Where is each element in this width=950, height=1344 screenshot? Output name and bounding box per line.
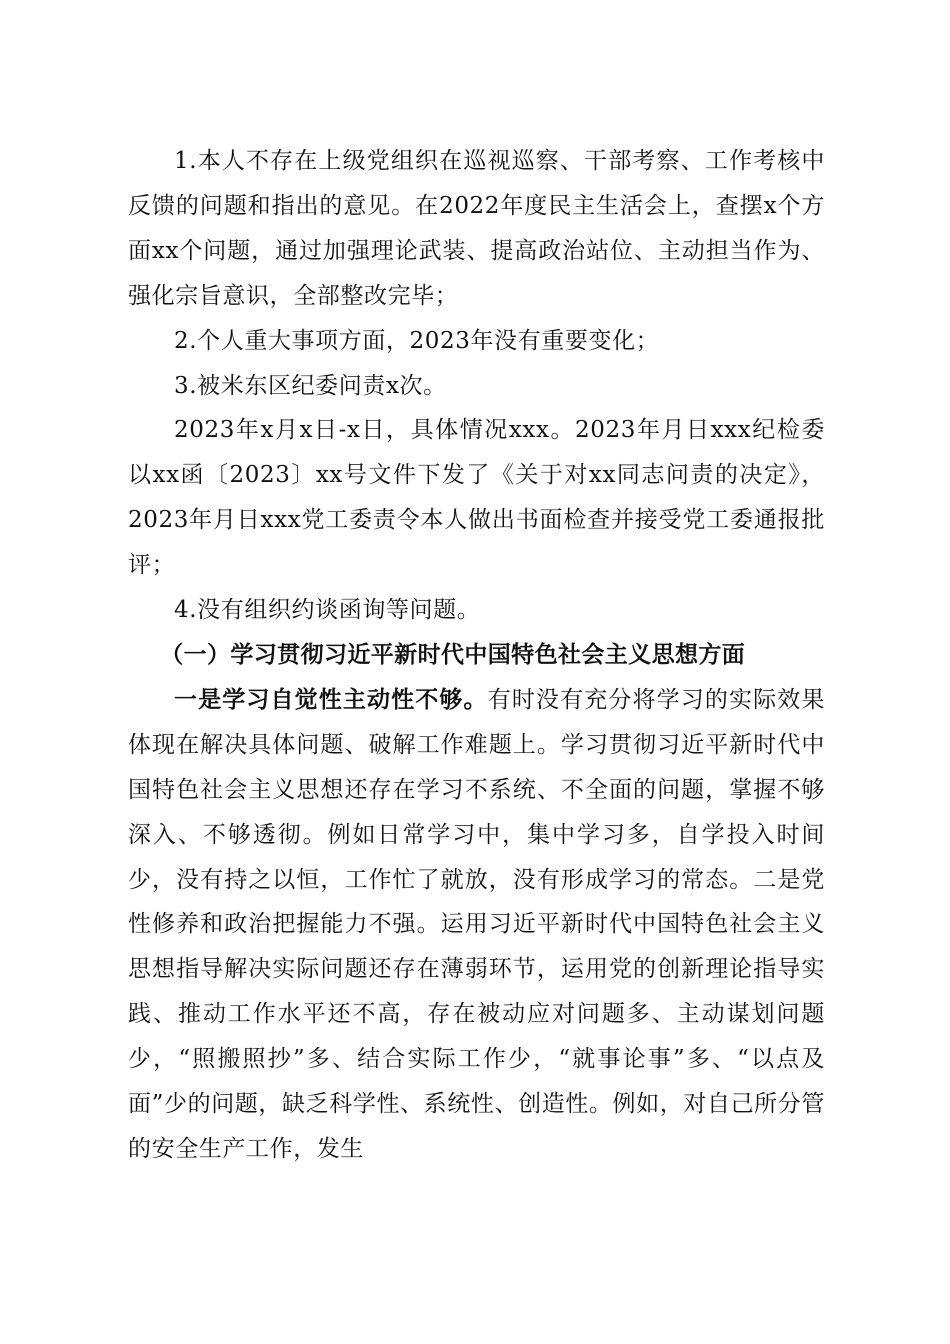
- document-body: [128, 139, 825, 1172]
- paragraph-accountability-details: 2023年x月x日-x日，具体情况xxx。2023年月日xxx纪检委以xx函〔2023〕xx号文件下发了《关于对xx同志问责的决定》，2023年月日xxx党工委责令本人做出书面检查并接受党工委通报批评；: [128, 417, 825, 579]
- section-heading: （一）学习贯彻习近平新时代中国特色社会主义思想方面: [160, 640, 746, 668]
- paragraph-item-4: 4.没有组织约谈函询等问题。: [174, 597, 481, 624]
- paragraph-item-1: 1.本人不存在上级党组织在巡视巡察、干部考察、工作考核中反馈的问题和指出的意见。在2022年度民主生活会上，查摆x个方面xx个问题，通过加强理论武装、提高政治站位、主动担当作为、强化宗旨意识，全部整改完毕；: [128, 148, 825, 309]
- paragraph-item-2: 2.个人重大事项方面，2023年没有重要变化；: [174, 327, 660, 354]
- paragraph-lead: 一是学习自觉性主动性不够。: [174, 685, 488, 713]
- paragraph-item-3: 3.被米东区纪委问责x次。: [174, 372, 447, 399]
- paragraph-text: 有时没有充分将学习的实际效果体现在解决具体问题、破解工作难题上。学习贯彻习近平新时代中国特色社会主义思想还存在学习不系统、不全面的问题，掌握不够深入、不够透彻。例如日常学习中，集中学习多，自学投入时间少，没有持之以恒，工作忙了就放，没有形成学习的常态。二是党性修养和政治把握能力不强。运用习近平新时代中国特色社会主义思想指导解决实际问题还存在薄弱环节，运用党的创新理论指导实践、推动工作水平还不高，存在被动应对问题多、主动谋划问题少，“照搬照抄”多、结合实际工作少，“就事论事”多、“以点及面”少的问题，缺乏科学性、系统性、创造性。例如，对自己所分管的安全生产工作，发生: [128, 686, 825, 1162]
- body-paragraph: [128, 678, 825, 1172]
